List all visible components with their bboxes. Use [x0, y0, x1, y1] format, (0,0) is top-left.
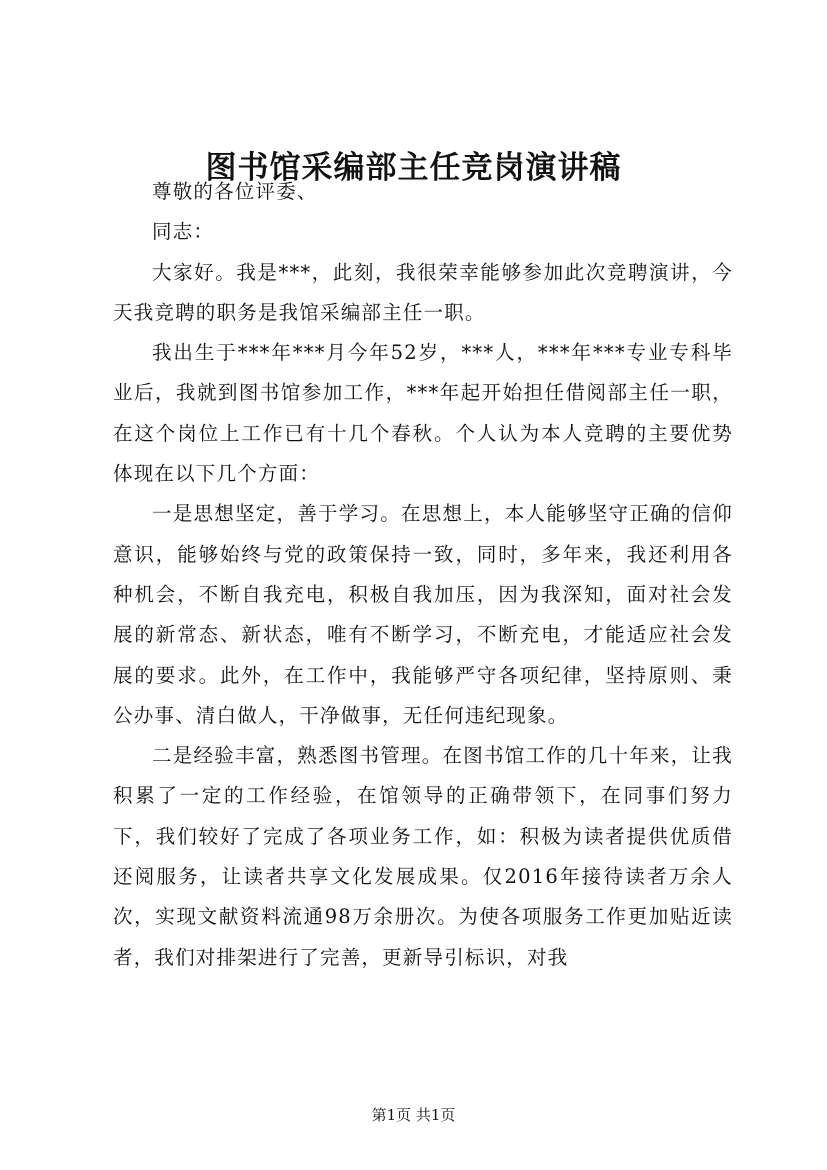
page-footer: 第1页 共1页 [371, 1106, 456, 1124]
paragraph-background: 我出生于***年***月今年52岁，***人，***年***专业专科毕业后，我就到图书馆参加工作，***年起开始担任借阅部主任一职，在这个岗位上工作已有十几个春秋。个人认为本人竞聘的主要优势体现在以下几个方面： [113, 341, 733, 486]
paragraph-point-one: 一是思想坚定，善于学习。在思想上，本人能够坚守正确的信仰意识，能够始终与党的政策保持一致，同时，多年来，我还利用各种机会，不断自我充电，积极自我加压，因为我深知，面对社会发展的新常态、新状态，唯有不断学习，不断充电，才能适应社会发展的要求。此外，在工作中，我能够严守各项纪律，坚持原则、秉公办事、清白做人，干净做事，无任何违纪现象。 [113, 502, 733, 727]
document-title: 图书馆采编部主任竞岗演讲稿 [205, 150, 622, 186]
paragraph-salutation: 尊敬的各位评委、 [152, 180, 318, 203]
paragraph-salutation-continued: 同志： [152, 220, 215, 244]
paragraph-greeting: 大家好。我是***，此刻，我很荣幸能够参加此次竞聘演讲，今天我竞聘的职务是我馆采编部主任一职。 [113, 260, 733, 324]
paragraph-point-two: 二是经验丰富，熟悉图书管理。在图书馆工作的几十年来，让我积累了一定的工作经验，在馆领导的正确带领下，在同事们努力下，我们较好了完成了各项业务工作，如：积极为读者提供优质借还阅服务，让读者共享文化发展成果。仅2016年接待读者万余人次，实现文献资料流通98万余册次。为使各项服务工作更加贴近读者，我们对排架进行了完善，更新导引标识，对我 [113, 744, 733, 969]
document-body [113, 172, 733, 978]
